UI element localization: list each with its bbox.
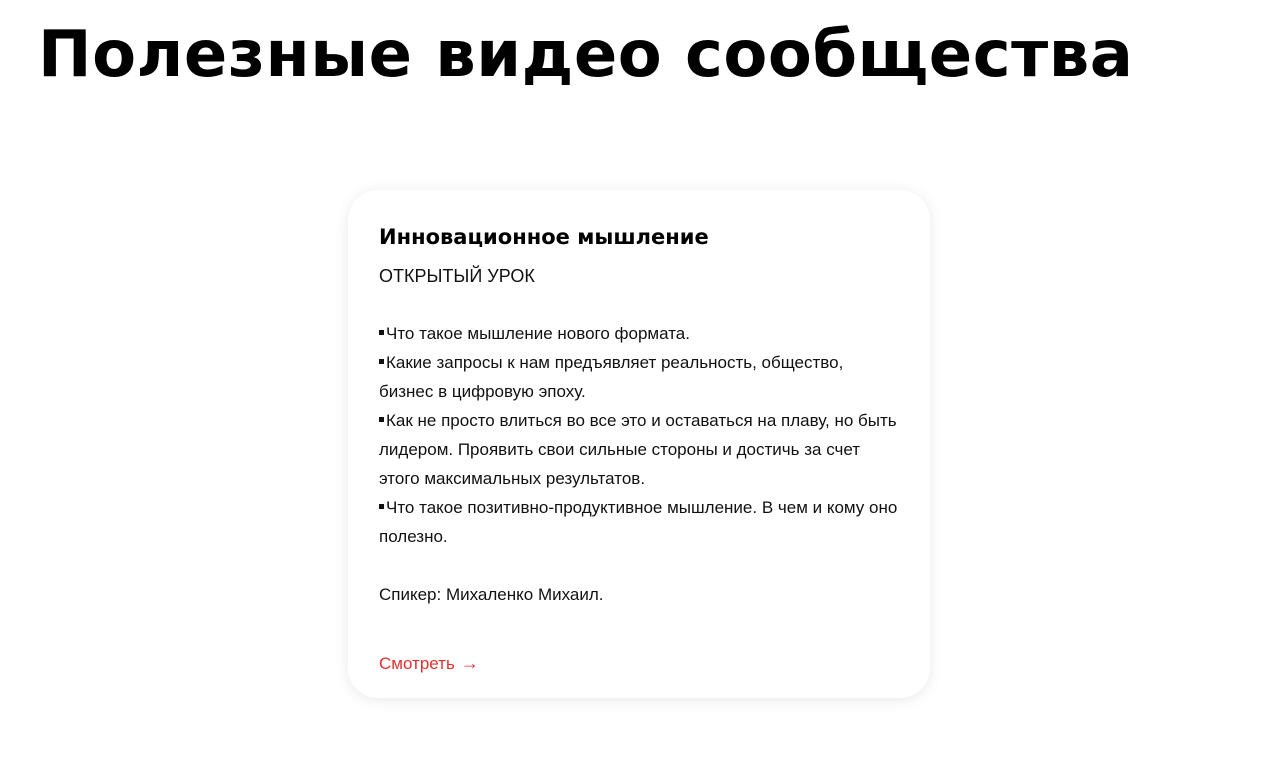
bullet-text: Что такое мышление нового формата. <box>386 324 690 343</box>
bullet-item <box>379 348 900 406</box>
bullet-item <box>379 493 900 551</box>
card-bullet-list <box>379 319 900 551</box>
square-bullet-icon <box>379 417 384 422</box>
bullet-item <box>379 406 900 493</box>
square-bullet-icon <box>379 504 384 509</box>
card-speaker: Спикер: Михаленко Михаил. <box>379 585 604 604</box>
square-bullet-icon <box>379 359 384 364</box>
card-subtitle: ОТКРЫТЫЙ УРОК <box>379 266 535 286</box>
bullet-text: Что такое позитивно-продуктивное мышление. В чем и кому оно полезно. <box>379 498 898 546</box>
watch-link[interactable] <box>379 650 479 677</box>
bullet-text: Какие запросы к нам предъявляет реальность, общество, бизнес в цифровую эпоху. <box>379 353 844 401</box>
bullet-text: Как не просто влиться во все это и оставаться на плаву, но быть лидером. Проявить свои сильные стороны и достичь за счет этого максимальных результатов. <box>379 411 897 488</box>
page-title: Полезные видео сообщества <box>38 18 1134 92</box>
square-bullet-icon <box>379 330 384 335</box>
bullet-item <box>379 319 900 348</box>
watch-link-label: Смотреть <box>379 654 455 673</box>
card-title: Инновационное мышление <box>379 225 709 249</box>
arrow-right-icon: → <box>460 653 479 673</box>
video-card <box>348 190 930 698</box>
